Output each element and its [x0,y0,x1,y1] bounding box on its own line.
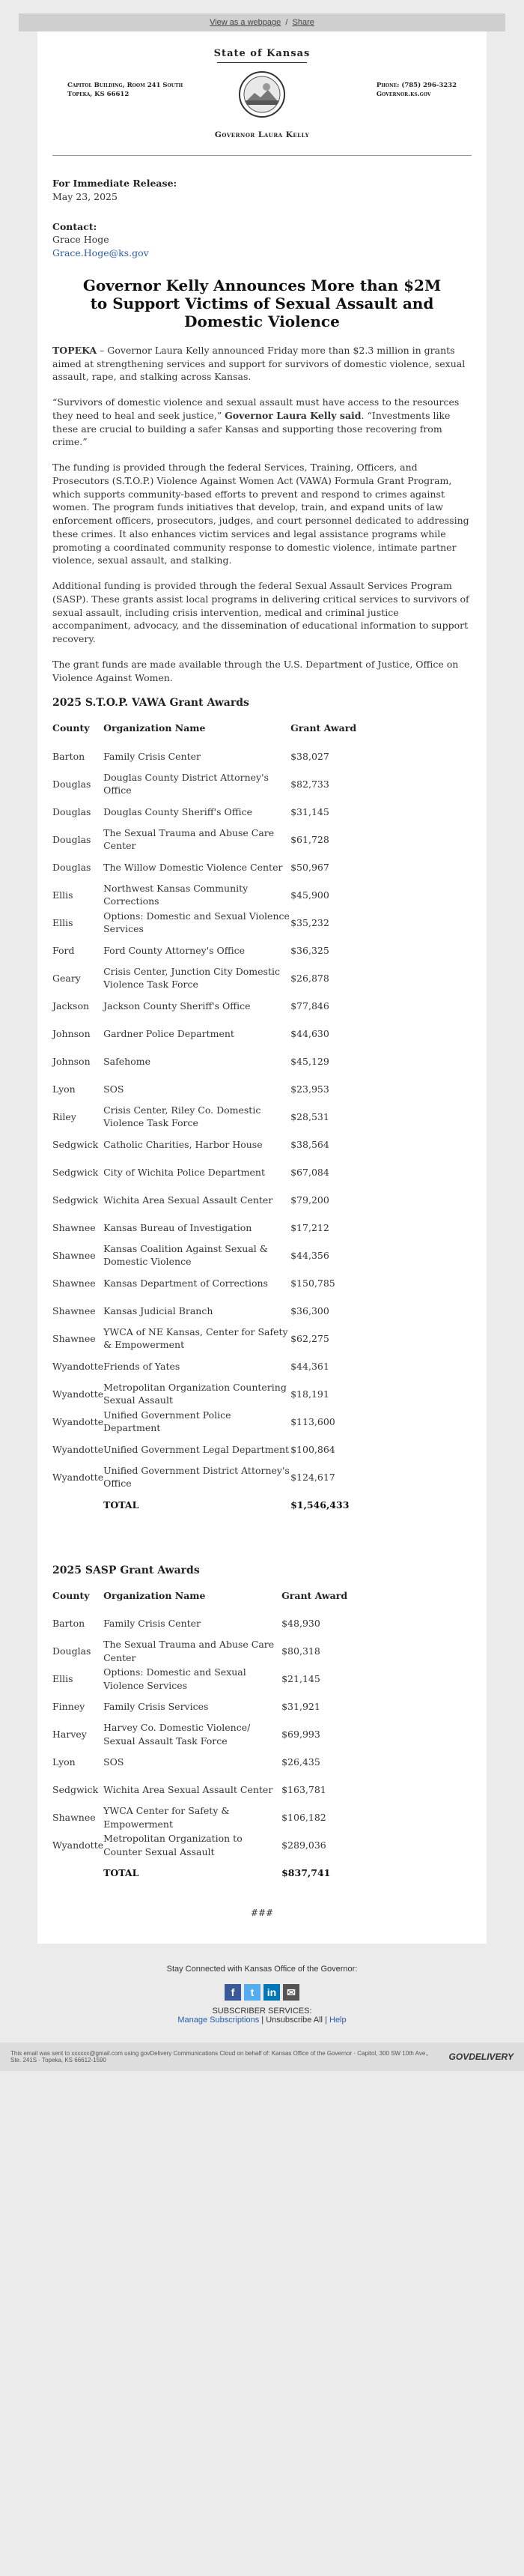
county-cell: Douglas [52,833,91,845]
view-as-webpage-link[interactable]: View as a webpage [210,18,281,27]
table-row [52,1297,472,1325]
organization-cell: The Sexual Trauma and Abuse Care Center [103,1639,275,1663]
organization-cell: Friends of Yates [103,1360,180,1372]
county-cell: Johnson [52,1055,91,1067]
table-row [52,1638,472,1666]
organization-cell: YWCA of NE Kansas, Center for Safety & Empowerment [103,1325,288,1351]
address-block [67,81,183,99]
organization-cell: Ford County Attorney's Office [103,944,246,956]
organization-cell: Crisis Center, Junction City Domestic Violence Task Force [103,965,280,991]
organization-cell: The Willow Domestic Violence Center [103,861,283,873]
county-cell: Shawnee [52,1249,96,1261]
county-cell: Shawnee [52,1221,96,1233]
contact-label: Contact: [52,220,97,232]
county-cell: Wyandotte [52,1388,104,1400]
table-row [52,909,472,937]
table-row [52,853,472,881]
county-cell: Wyandotte [52,1471,104,1483]
table-row [52,743,472,770]
subscriber-label: SUBSCRIBER SERVICES: [212,2006,312,2016]
quote-text: “Survivors of domestic violence and sexual assault must have access to the resources they need to heal and seek justice,” [52,396,460,421]
column-header: Grant Award [290,722,357,734]
organization-cell: Northwest Kansas Community Corrections [103,882,249,907]
social-links [0,1984,524,2001]
column-header: Organization Name [103,722,206,734]
footer [0,1944,524,2043]
county-cell: Riley [52,1110,76,1122]
grant-award-cell: $28,531 [290,1110,329,1122]
county-cell: Douglas [52,1645,91,1657]
grant-award-cell: $79,200 [290,1194,329,1206]
grant-award-cell: $31,145 [290,805,329,817]
contact-block [377,81,457,99]
table-row [52,1075,472,1103]
county-cell: Wyandotte [52,1360,104,1372]
grant-award-cell: $26,878 [290,972,329,984]
county-cell: Geary [52,972,81,984]
grant-award-cell: $36,300 [290,1304,329,1316]
county-cell: Shawnee [52,1332,96,1344]
table-row [52,1380,472,1408]
quote-text: . “Investments like these are crucial to building a safer Kansas and supporting those recovering from crime.” [52,409,451,448]
table-row [52,1103,472,1131]
organization-cell: Family Crisis Center [103,750,201,762]
state-title: State of Kansas [213,48,311,59]
paragraph [52,344,472,384]
organization-cell: Wichita Area Sexual Assault Center [103,1784,273,1796]
organization-cell: YWCA Center for Safety & Empowerment [103,1805,230,1830]
divider [217,62,307,63]
fine-print: This email was sent to xxxxxx@gmail.com using govDelivery Communications Cloud on behalf of: Kansas Office of the Governor · Capitol, 300 SW 10th Ave., Ste. 241S · Topeka, KS 66612-1590 [10,2049,429,2063]
grant-award-cell: $36,325 [290,944,329,956]
organization-cell: Douglas County District Attorney's Office [103,771,269,796]
grant-award-cell: $124,617 [290,1471,335,1483]
table-row [52,1325,472,1352]
unsubscribe-all-link[interactable]: Unsubscribe All [266,2015,323,2025]
vawa-grant-table [52,719,472,1519]
grant-award-cell: $67,084 [290,1166,329,1178]
separator: | [325,2015,329,2025]
govdelivery-logo[interactable]: GOVDELIVERY [448,2051,514,2062]
subscriber-links [0,2016,524,2025]
table-row [52,798,472,826]
county-cell: Ford [52,944,75,956]
table-row [52,1749,472,1777]
grant-award-cell: $150,785 [290,1277,335,1289]
organization-cell: Kansas Bureau of Investigation [103,1221,252,1233]
county-cell: Ellis [52,889,73,901]
email-icon[interactable]: ✉ [283,1984,299,2001]
county-cell: Ellis [52,1673,73,1685]
quote-paragraph [52,396,472,449]
grant-award-cell: $61,728 [290,833,329,845]
column-header: County [52,1589,90,1601]
fine-print-bar [0,2043,524,2071]
organization-cell: Unified Government Police Department [103,1409,231,1434]
share-link[interactable]: Share [292,18,314,27]
county-cell: Sedgwick [52,1138,99,1150]
address-line: Topeka, KS 66612 [67,91,130,98]
county-cell: Barton [52,1618,85,1630]
county-cell: Shawnee [52,1812,96,1824]
organization-cell: Jackson County Sheriff's Office [103,1000,251,1012]
release-body [52,156,472,1944]
column-header: County [52,722,90,734]
grant-award-cell: $50,967 [290,861,329,873]
table-row [52,1186,472,1214]
grant-award-cell: $35,232 [290,916,329,928]
organization-cell: SOS [103,1083,124,1095]
table-row [52,1269,472,1297]
website-line: Governor.ks.gov [376,91,431,98]
table-row [52,826,472,853]
manage-subscriptions-link[interactable]: Manage Subscriptions [177,2015,260,2025]
total-value: $1,546,433 [290,1499,350,1511]
grant-award-cell: $77,846 [290,1000,329,1012]
total-row [52,1860,472,1887]
kansas-seal-icon [238,70,286,118]
organization-cell: Unified Government Legal Department [103,1443,290,1455]
table-row [52,1436,472,1463]
grant-award-cell: $82,733 [290,778,329,790]
grant-award-cell: $23,953 [290,1083,329,1095]
paragraph: The funding is provided through the federal Services, Training, Officers, and Prosecutors (S.T.O.P.) Violence Against Women Act (VAWA) Formula Grant Program, which supports community-based efforts to prevent and respond to crimes against women. The program funds initiatives that develop, train, and expand units of law enforcement officers, prosecutors, judges, and court personnel dedicated to addressing these crimes. It also enhances victim services and legal assistance programs while promoting a coordinated community response to domestic violence, intimate partner violence, sexual assault, and stalking. [52,462,469,566]
organization-cell: City of Wichita Police Department [103,1166,265,1178]
county-cell: Shawnee [52,1277,96,1289]
table-row [52,1242,472,1269]
grant-award-cell: $80,318 [281,1645,320,1657]
address-line: Capitol Building, Room 241 South [67,82,183,89]
grant-award-cell: $163,781 [281,1784,326,1796]
organization-cell: Kansas Department of Corrections [103,1277,268,1289]
grant-award-cell: $289,036 [281,1839,326,1851]
grant-award-cell: $44,356 [290,1249,329,1261]
release-info [52,177,472,204]
county-cell: Harvey [52,1729,87,1741]
grant-award-cell: $44,630 [290,1027,329,1039]
grant-award-cell: $17,212 [290,1221,329,1233]
organization-cell: Douglas County Sheriff's Office [103,805,253,817]
organization-cell: Wichita Area Sexual Assault Center [103,1194,273,1206]
contact-name: Grace Hoge [52,234,109,246]
organization-cell: Safehome [103,1055,150,1067]
county-cell: Johnson [52,1027,91,1039]
table-row [52,1131,472,1158]
email-card [37,31,487,1944]
release-label: For Immediate Release: [52,178,177,189]
county-cell: Shawnee [52,1304,96,1316]
table-row [52,770,472,798]
organization-cell: Crisis Center, Riley Co. Domestic Violence Task Force [103,1104,261,1129]
table-row [52,1214,472,1242]
table-row [52,1666,472,1693]
phone-line: Phone: (785) 296-3232 [376,82,457,89]
grant-award-cell: $44,361 [290,1360,329,1372]
organization-cell: SOS [103,1756,124,1768]
governor-name: Governor Laura Kelly [214,130,310,139]
grant-award-cell: $26,435 [281,1756,320,1768]
sasp-grant-table [52,1586,472,1887]
grant-award-cell: $48,930 [281,1618,320,1630]
separator: | [261,2015,266,2025]
facebook-icon[interactable]: f [225,1984,241,2001]
total-row [52,1491,472,1519]
county-cell: Douglas [52,861,91,873]
table-row [52,1610,472,1638]
organization-cell: Family Crisis Services [103,1701,209,1713]
dateline: TOPEKA [52,344,97,356]
grant-award-cell: $21,145 [281,1673,320,1685]
organization-cell: The Sexual Trauma and Abuse Care Center [103,826,275,852]
county-cell: Lyon [52,1756,76,1768]
sasp-table-title: 2025 SASP Grant Awards [52,1564,200,1576]
organization-cell: Metropolitan Organization Countering Sexual Assault [103,1381,287,1406]
webpage-share-bar [19,13,505,31]
grant-award-cell: $69,993 [281,1729,320,1741]
table-row [52,1463,472,1491]
organization-cell: Gardner Police Department [103,1027,234,1039]
table-row [52,1352,472,1380]
county-cell: Douglas [52,805,91,817]
table-row [52,1721,472,1749]
organization-cell: Options: Domestic and Sexual Violence Services [103,1666,246,1691]
table-row [52,1408,472,1436]
table-row [52,1158,472,1186]
paragraph-text: – Governor Laura Kelly announced Friday more than $2.3 million in grants aimed at strengthening services and support for survivors of domestic violence, sexual assault, rape, and stalking across Kansas. [52,344,466,383]
grant-award-cell: $18,191 [290,1388,329,1400]
county-cell: Jackson [52,1000,90,1012]
grant-award-cell: $100,864 [290,1443,335,1455]
organization-cell: Unified Government District Attorney's Office [103,1464,290,1490]
grant-award-cell: $113,600 [290,1415,335,1427]
organization-cell: Family Crisis Center [103,1618,201,1630]
grant-award-cell: $38,027 [290,750,329,762]
grant-award-cell: $45,129 [290,1055,329,1067]
table-row [52,1832,472,1860]
organization-cell: Metropolitan Organization to Counter Sexual Assault [103,1833,243,1857]
end-mark: ### [250,1907,274,1918]
paragraph: Additional funding is provided through the federal Sexual Assault Services Program (SASP). These grants assist local programs in delivering critical services to survivors of sexual assault, including crisis intervention, medical and criminal justice accompaniment, advocacy, and the dissemination of educational information to support recovery. [52,580,469,644]
column-header: Organization Name [103,1589,206,1601]
letterhead [52,31,472,156]
separator: / [283,18,290,27]
grant-award-cell: $106,182 [281,1812,326,1824]
total-value: $837,741 [281,1867,331,1879]
vawa-table-title: 2025 S.T.O.P. VAWA Grant Awards [52,697,249,710]
county-cell: Wyandotte [52,1443,104,1455]
headline: Governor Kelly Announces More than $2M to Support Victims of Sexual Assault and Domestic Violence [82,276,442,330]
table-row [52,937,472,964]
table-row [52,964,472,992]
total-label: TOTAL [103,1867,139,1879]
release-date: May 23, 2025 [52,190,118,202]
column-header: Grant Award [281,1589,348,1601]
contact-email-link[interactable]: Grace.Hoge@ks.gov [52,247,149,258]
twitter-icon[interactable]: t [244,1984,261,2001]
stay-connected-text: Stay Connected with Kansas Office of the Governor: [166,1964,358,1974]
table-row [52,1693,472,1721]
table-row [52,881,472,909]
organization-cell: Harvey Co. Domestic Violence/ Sexual Assault Task Force [103,1722,251,1747]
county-cell: Wyandotte [52,1415,104,1427]
county-cell: Lyon [52,1083,76,1095]
table-row [52,1777,472,1804]
county-cell: Sedgwick [52,1166,99,1178]
organization-cell: Kansas Judicial Branch [103,1304,213,1316]
county-cell: Finney [52,1701,85,1713]
table-row [52,1047,472,1075]
organization-cell: Catholic Charities, Harbor House [103,1138,263,1150]
organization-cell: Kansas Coalition Against Sexual & Domestic Violence [103,1242,268,1268]
paragraph: The grant funds are made available through the U.S. Department of Justice, Office on Violence Against Women. [52,658,459,683]
county-cell: Sedgwick [52,1194,99,1206]
county-cell: Wyandotte [52,1839,104,1851]
contact-info [52,220,472,260]
organization-cell: Options: Domestic and Sexual Violence Services [103,910,290,935]
grant-award-cell: $38,564 [290,1138,329,1150]
table-row [52,992,472,1020]
total-label: TOTAL [103,1499,139,1511]
county-cell: Ellis [52,916,73,928]
table-row [52,1804,472,1832]
county-cell: Sedgwick [52,1784,99,1796]
linkedin-icon[interactable]: in [263,1984,280,2001]
help-link[interactable]: Help [329,2015,347,2025]
quote-attribution: Governor Laura Kelly said [225,409,362,421]
table-row [52,1020,472,1047]
county-cell: Barton [52,750,85,762]
grant-award-cell: $62,275 [290,1332,329,1344]
grant-award-cell: $45,900 [290,889,329,901]
county-cell: Douglas [52,778,91,790]
grant-award-cell: $31,921 [281,1701,320,1713]
